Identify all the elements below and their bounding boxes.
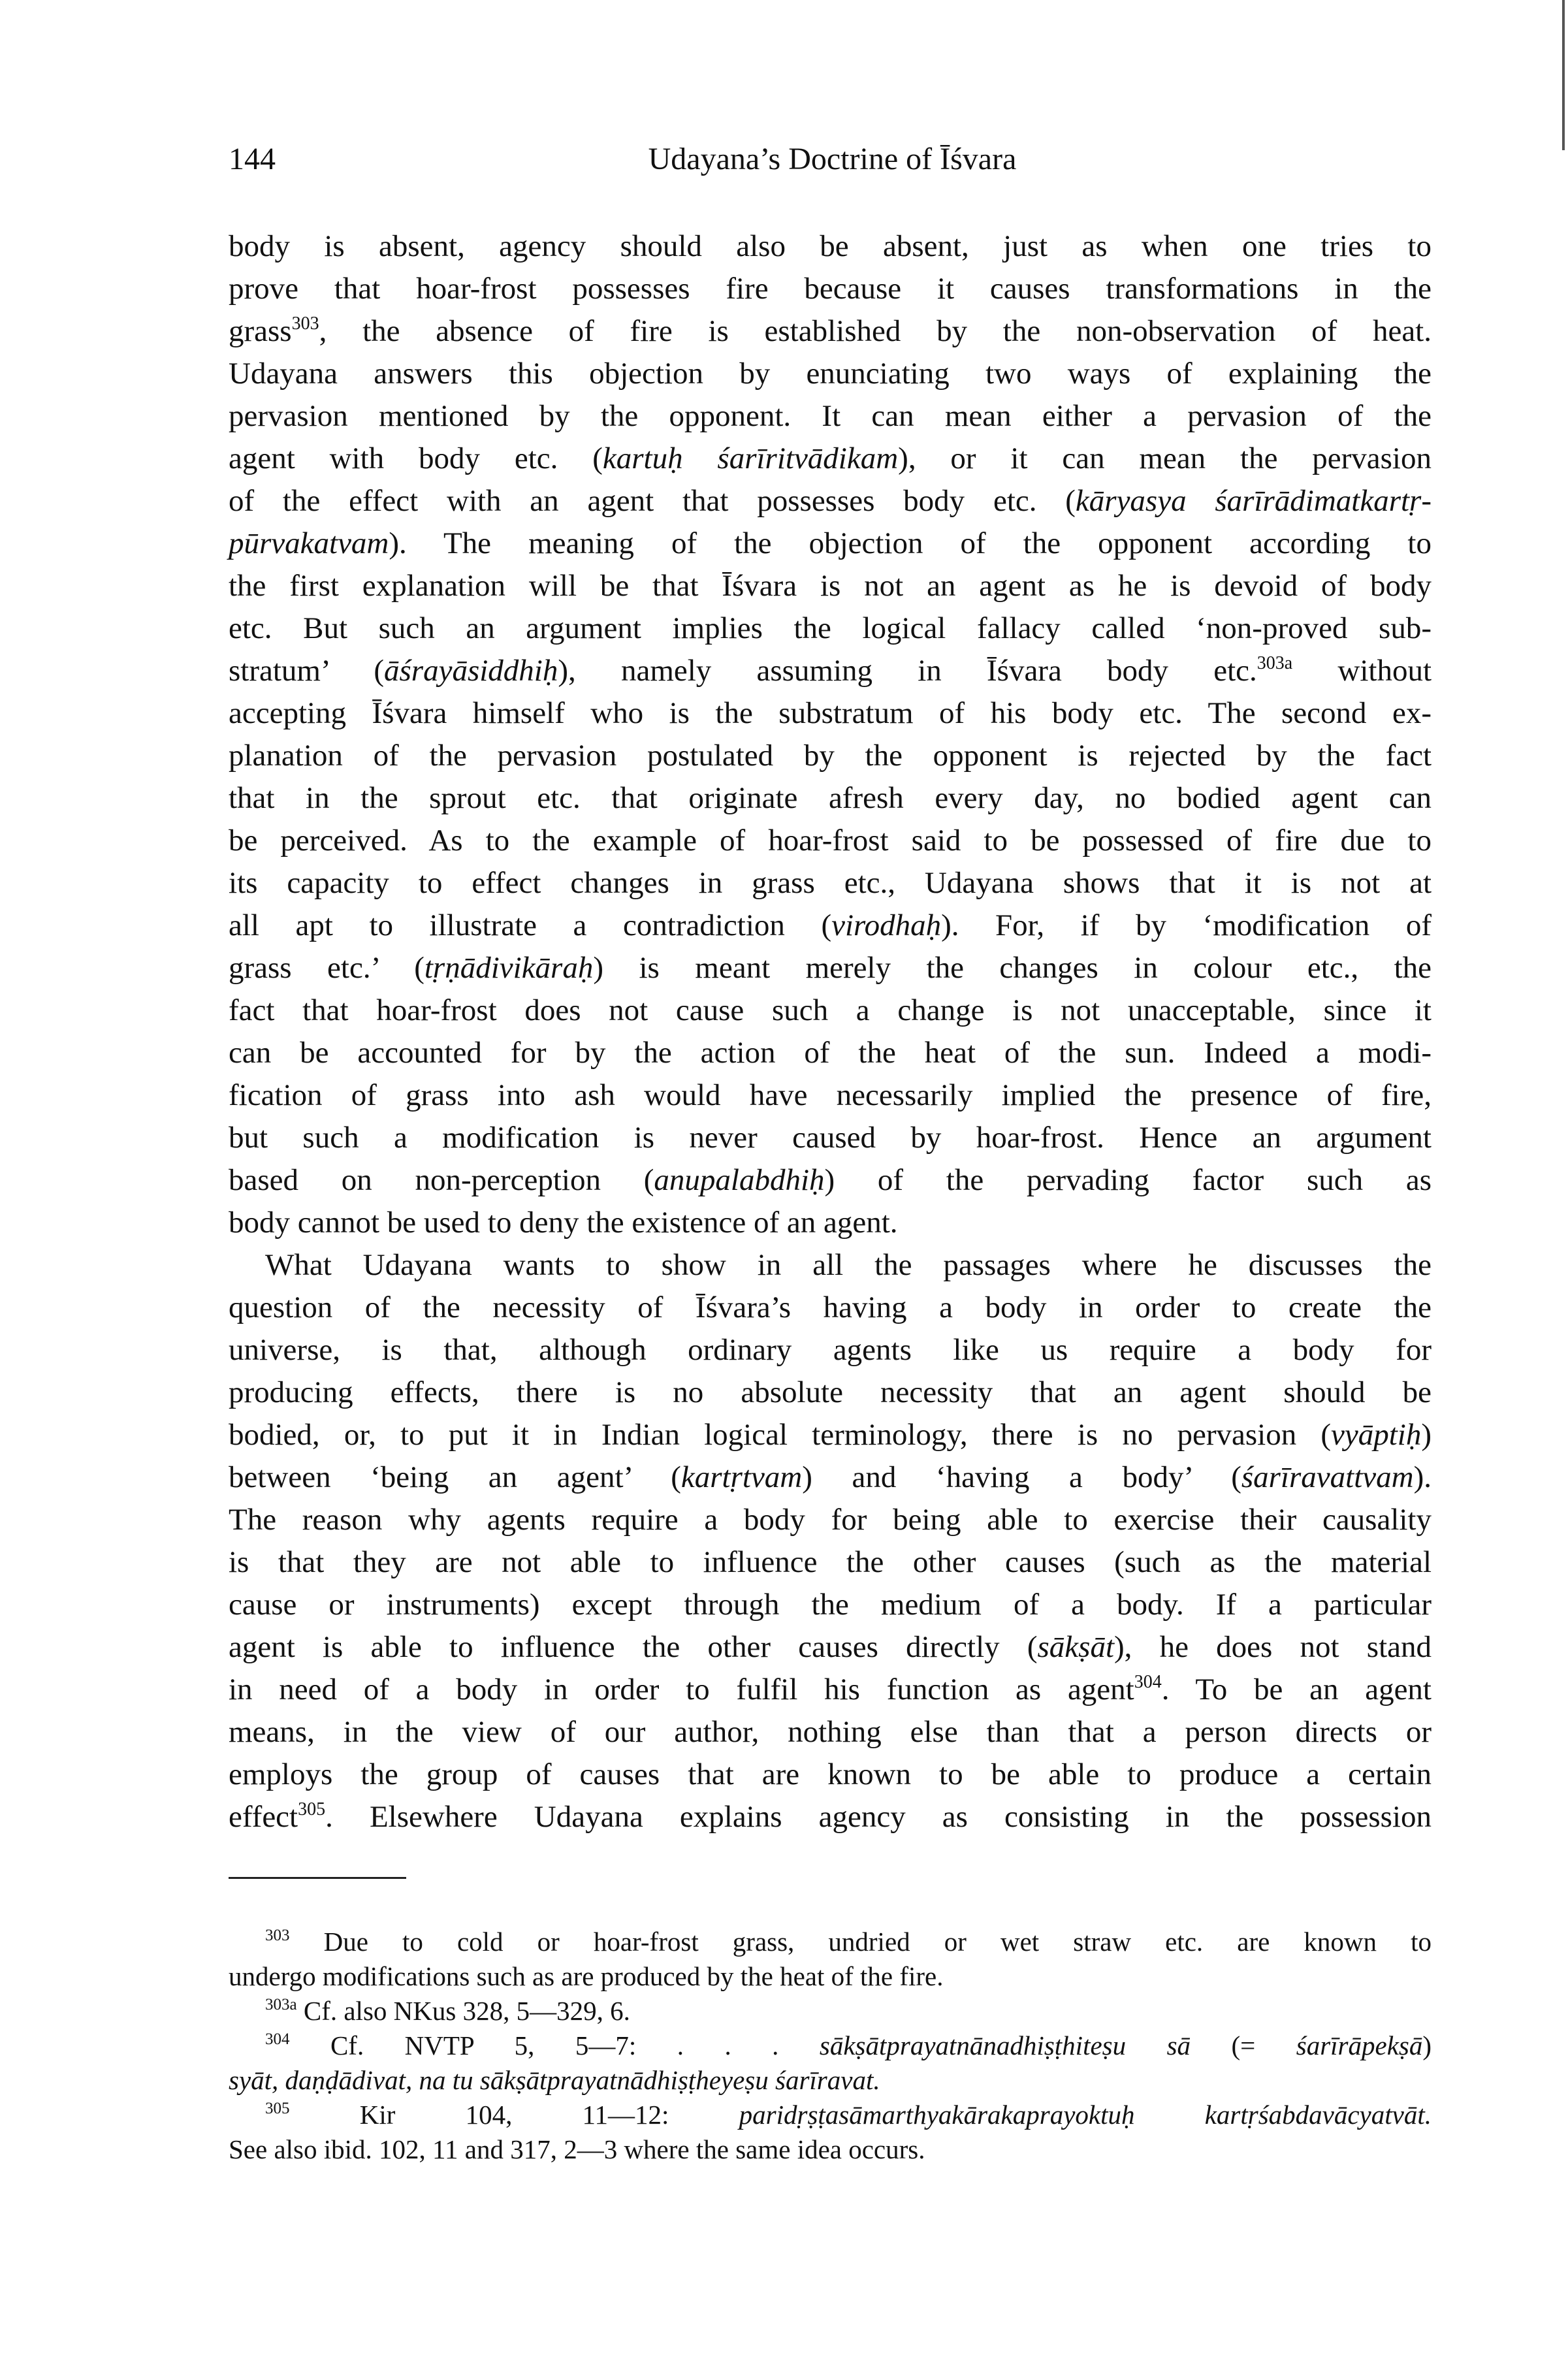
text-line bbox=[229, 268, 1432, 310]
text-line bbox=[229, 1499, 1432, 1541]
text-run: be perceived. As to the example of hoar-frost said to be possessed of fire due to bbox=[229, 824, 1432, 857]
footnotes bbox=[229, 1925, 1432, 2167]
text-run: What Udayana wants to show in all the passages where he discusses the bbox=[265, 1248, 1432, 1282]
text-run: its capacity to effect changes in grass etc., Udayana shows that it is not at bbox=[229, 866, 1432, 900]
text-run: the first explanation will be that Īśvara is not an agent as he is devoid of body bbox=[229, 569, 1432, 603]
text-run: Cf. also NKus 328, 5—329, 6. bbox=[296, 1996, 630, 2026]
italic-term: anupalabdhiḥ bbox=[654, 1163, 825, 1197]
italic-term: sākṣātprayatnānadhiṣṭhiteṣu sā bbox=[819, 2030, 1191, 2060]
text-line bbox=[229, 1117, 1432, 1159]
text-run: ). bbox=[1413, 1460, 1432, 1494]
footnote-line bbox=[229, 1959, 1432, 1994]
text-line bbox=[229, 1754, 1432, 1796]
italic-term: virodhaḥ bbox=[831, 908, 942, 942]
text-run: body cannot be used to deny the existence of an agent. bbox=[229, 1206, 898, 1240]
text-line bbox=[229, 1414, 1432, 1456]
text-run: ), namely assuming in Īśvara body etc. bbox=[558, 654, 1257, 688]
text-line bbox=[229, 1159, 1432, 1202]
text-line bbox=[229, 820, 1432, 862]
italic-term: kartṛtvam bbox=[680, 1460, 803, 1494]
text-line bbox=[229, 1541, 1432, 1584]
text-run: pervasion mentioned by the opponent. It can mean either a pervasion of the bbox=[229, 399, 1432, 433]
italic-term: tṛṇādivikāraḥ bbox=[424, 951, 594, 985]
text-line bbox=[229, 1626, 1432, 1669]
text-line bbox=[229, 1371, 1432, 1414]
text-run: means, in the view of our author, nothing else than that a person directs or bbox=[229, 1715, 1432, 1749]
text-run: ) bbox=[1421, 1418, 1432, 1452]
footnote-line bbox=[229, 2063, 1432, 2098]
text-run: without bbox=[1292, 654, 1432, 688]
text-run: ) bbox=[1422, 2030, 1432, 2060]
text-line bbox=[229, 735, 1432, 777]
text-run: etc. But such an argument implies the logical fallacy called ‘non-proved sub- bbox=[229, 611, 1432, 645]
text-run: grass bbox=[229, 314, 292, 348]
text-run: universe, is that, although ordinary agents like us require a body for bbox=[229, 1333, 1432, 1367]
text-run: of the effect with an agent that possesses body etc. ( bbox=[229, 484, 1076, 518]
text-run: prove that hoar-frost possesses fire because it causes transformations in the bbox=[229, 272, 1432, 306]
text-line bbox=[229, 1032, 1432, 1074]
text-line bbox=[229, 989, 1432, 1032]
text-run: based on non-perception ( bbox=[229, 1163, 654, 1197]
footnote-ref: 303 bbox=[265, 1927, 290, 1944]
text-line bbox=[229, 650, 1432, 692]
text-run: all apt to illustrate a contradiction ( bbox=[229, 908, 832, 942]
text-line bbox=[229, 777, 1432, 820]
text-line bbox=[229, 310, 1432, 353]
text-run: grass etc.’ ( bbox=[229, 951, 424, 985]
footnote-ref: 304 bbox=[1134, 1672, 1162, 1692]
text-run: ) of the pervading factor such as bbox=[824, 1163, 1432, 1197]
text-run: that in the sprout etc. that originate afresh every day, no bodied agent can bbox=[229, 781, 1432, 815]
italic-term: śarīrāpekṣā bbox=[1296, 2030, 1423, 2060]
footnote-ref: 305 bbox=[265, 2100, 290, 2117]
text-line bbox=[229, 607, 1432, 650]
text-run: ), he does not stand bbox=[1114, 1630, 1432, 1664]
text-line bbox=[229, 1796, 1432, 1838]
text-run: ) and ‘having a body’ ( bbox=[802, 1460, 1241, 1494]
text-line bbox=[229, 353, 1432, 395]
text-run: The reason why agents require a body for being able to exercise their causality bbox=[229, 1503, 1432, 1537]
text-run: question of the necessity of Īśvara’s having a body in order to create the bbox=[229, 1290, 1432, 1324]
footnote-divider bbox=[229, 1877, 406, 1879]
italic-term: kāryasya śarīrādimatkartṛ- bbox=[1075, 484, 1432, 518]
footnote-ref: 303a bbox=[265, 1996, 297, 2013]
text-line bbox=[229, 1669, 1432, 1711]
text-run: . To be an agent bbox=[1161, 1673, 1432, 1706]
text-run: Cf. NVTP 5, 5—7: . . . bbox=[289, 2030, 820, 2060]
italic-term: kartuḥ śarīritvādikam bbox=[602, 441, 899, 475]
footnote-line bbox=[229, 1925, 1432, 1959]
text-run: ). For, if by ‘modification of bbox=[941, 908, 1432, 942]
footnote-ref: 303 bbox=[291, 313, 319, 334]
text-line bbox=[229, 225, 1432, 268]
text-line bbox=[229, 1287, 1432, 1329]
text-line bbox=[229, 862, 1432, 905]
italic-term: pūrvakatvam bbox=[229, 526, 389, 560]
text-run: employs the group of causes that are known to be able to produce a certain bbox=[229, 1757, 1432, 1791]
italic-term: vyāptiḥ bbox=[1331, 1418, 1422, 1452]
text-run: can be accounted for by the action of the heat of the sun. Indeed a modi- bbox=[229, 1036, 1432, 1070]
text-line bbox=[229, 565, 1432, 607]
footnote-ref: 304 bbox=[265, 2030, 290, 2048]
text-run: accepting Īśvara himself who is the substratum of his body etc. The second ex- bbox=[229, 696, 1432, 730]
text-run: ), or it can mean the pervasion bbox=[898, 441, 1432, 475]
text-line bbox=[229, 1074, 1432, 1117]
text-run: ). The meaning of the objection of the opponent according to bbox=[389, 526, 1432, 560]
text-run: . Elsewhere Udayana explains agency as consisting in the possession bbox=[325, 1800, 1432, 1834]
text-run: Udayana answers this objection by enunciating two ways of explaining the bbox=[229, 357, 1432, 391]
text-line bbox=[229, 1456, 1432, 1499]
body-text bbox=[229, 225, 1432, 1838]
italic-term: sākṣāt bbox=[1037, 1630, 1114, 1664]
text-run: Due to cold or hoar-frost grass, undried or wet straw etc. are known to bbox=[289, 1927, 1432, 1957]
text-run: cause or instruments) except through the medium of a body. If a particular bbox=[229, 1588, 1432, 1622]
text-run: effect bbox=[229, 1800, 298, 1834]
text-run: but such a modification is never caused by hoar-frost. Hence an argument bbox=[229, 1121, 1432, 1155]
text-run: ) is meant merely the changes in colour etc., the bbox=[593, 951, 1432, 985]
footnote-line bbox=[229, 2098, 1432, 2132]
footnote-ref: 305 bbox=[298, 1799, 326, 1819]
text-line bbox=[229, 1329, 1432, 1371]
text-run: , the absence of fire is established by the non-observation of heat. bbox=[319, 314, 1432, 348]
text-run: is that they are not able to influence the other causes (such as the material bbox=[229, 1545, 1432, 1579]
text-run: between ‘being an agent’ ( bbox=[229, 1460, 681, 1494]
text-line bbox=[229, 947, 1432, 989]
text-run: fact that hoar-frost does not cause such a change is not unacceptable, since it bbox=[229, 993, 1432, 1027]
italic-term: āśrayāsiddhiḥ bbox=[384, 654, 558, 688]
text-run: (= bbox=[1191, 2030, 1296, 2060]
text-run: bodied, or, to put it in Indian logical terminology, there is no pervasion ( bbox=[229, 1418, 1331, 1452]
italic-term: paridṛṣṭasāmarthyakārakaprayoktuḥ kartṛśabdavācyatvāt. bbox=[739, 2100, 1432, 2130]
italic-term: śarīravattvam bbox=[1241, 1460, 1414, 1494]
text-line bbox=[229, 480, 1432, 522]
text-line bbox=[229, 1584, 1432, 1626]
text-line bbox=[229, 905, 1432, 947]
footnote-line bbox=[229, 1994, 1432, 2028]
text-run: agent with body etc. ( bbox=[229, 441, 603, 475]
text-run: body is absent, agency should also be absent, just as when one tries to bbox=[229, 229, 1432, 263]
text-line bbox=[229, 1244, 1432, 1287]
text-run: undergo modifications such as are produced by the heat of the fire. bbox=[229, 1961, 944, 1991]
text-run: planation of the pervasion postulated by the opponent is rejected by the fact bbox=[229, 739, 1432, 773]
running-title: Udayana’s Doctrine of Īśvara bbox=[648, 142, 1017, 176]
text-run: agent is able to influence the other causes directly ( bbox=[229, 1630, 1038, 1664]
text-line bbox=[229, 438, 1432, 480]
text-run: producing effects, there is no absolute necessity that an agent should be bbox=[229, 1375, 1432, 1409]
text-run: in need of a body in order to fulfil his function as agent bbox=[229, 1673, 1134, 1706]
text-line bbox=[229, 522, 1432, 565]
italic-term: syāt, daṇḍādivat, na tu sākṣātprayatnādhiṣṭheyeṣu śarīravat. bbox=[229, 2065, 880, 2095]
text-line bbox=[229, 395, 1432, 438]
text-run: fication of grass into ash would have necessarily implied the presence of fire, bbox=[229, 1078, 1432, 1112]
text-line bbox=[229, 1202, 1432, 1244]
text-run: Kir 104, 11—12: bbox=[289, 2100, 739, 2130]
text-line bbox=[229, 692, 1432, 735]
page-number: 144 bbox=[229, 142, 276, 176]
scan-edge-mark bbox=[1562, 0, 1565, 150]
footnote-line bbox=[229, 2028, 1432, 2063]
text-line bbox=[229, 1711, 1432, 1754]
footnote-line bbox=[229, 2132, 1432, 2167]
footnote-ref: 303a bbox=[1256, 653, 1293, 673]
text-run: stratum’ ( bbox=[229, 654, 384, 688]
text-run: See also ibid. 102, 11 and 317, 2—3 where the same idea occurs. bbox=[229, 2134, 925, 2164]
